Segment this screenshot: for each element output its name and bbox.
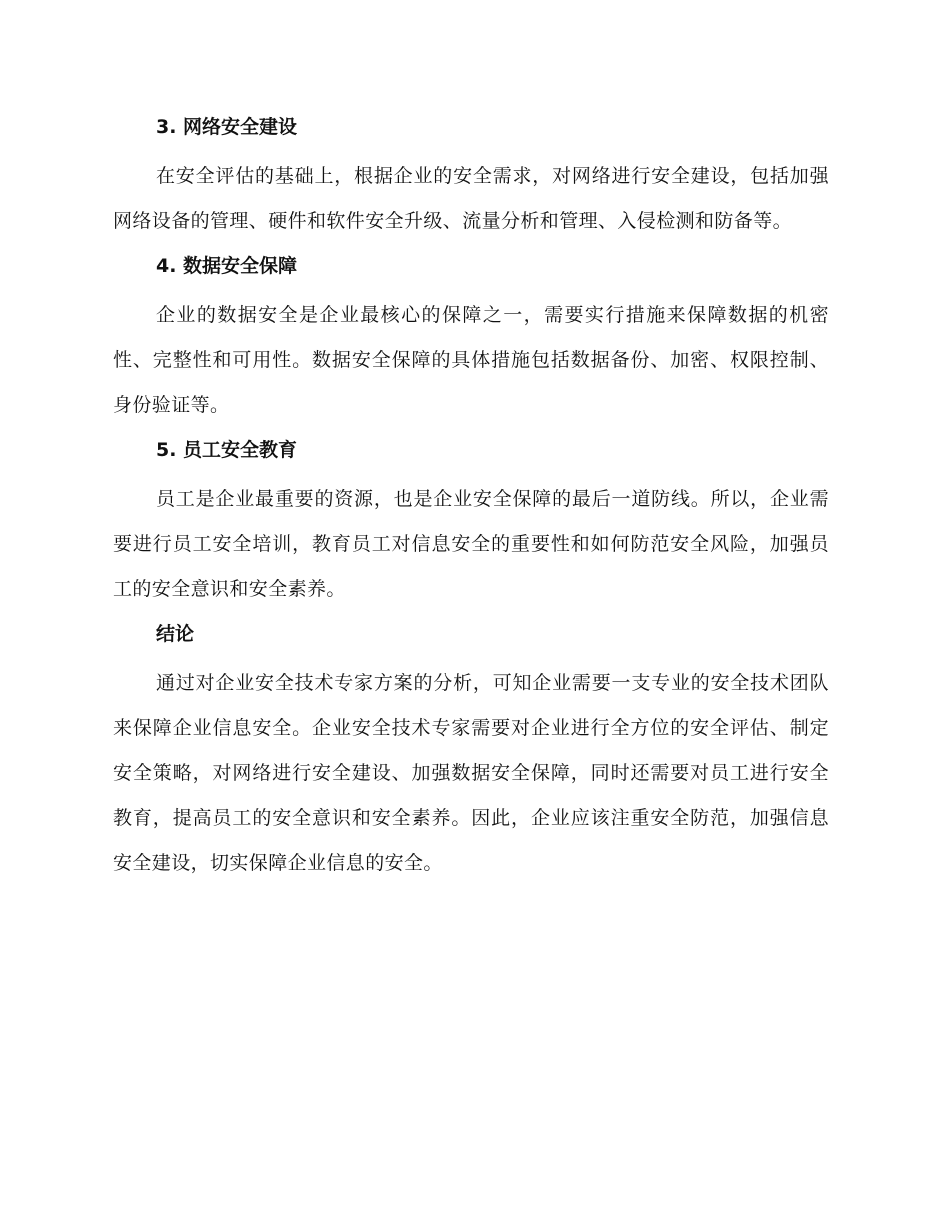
section-heading: 5. 员工安全教育 — [156, 439, 298, 461]
section-paragraph: 在安全评估的基础上，根据企业的安全需求，对网络进行安全建设，包括加强网络设备的管理、硬件和软件安全升级、流量分析和管理、入侵检测和防备等。 — [113, 165, 829, 232]
section-conclusion — [113, 619, 829, 886]
section-heading: 3. 网络安全建设 — [156, 116, 298, 138]
section-paragraph: 员工是企业最重要的资源，也是企业安全保障的最后一道防线。所以，企业需要进行员工安全培训，教育员工对信息安全的重要性和如何防范安全风险，加强员工的安全意识和安全素养。 — [113, 488, 829, 600]
section-staff-education — [113, 435, 829, 612]
conclusion-paragraph: 通过对企业安全技术专家方案的分析，可知企业需要一支专业的安全技术团队来保障企业信息安全。企业安全技术专家需要对企业进行全方位的安全评估、制定安全策略，对网络进行安全建设、加强数据安全保障，同时还需要对员工进行安全教育，提高员工的安全意识和安全素养。因此，企业应该注重安全防范，加强信息安全建设，切实保障企业信息的安全。 — [113, 672, 829, 874]
document-page — [113, 112, 829, 893]
section-data-security — [113, 251, 829, 428]
section-network-security — [113, 112, 829, 244]
section-heading: 4. 数据安全保障 — [156, 255, 298, 277]
section-paragraph: 企业的数据安全是企业最核心的保障之一，需要实行措施来保障数据的机密性、完整性和可用性。数据安全保障的具体措施包括数据备份、加密、权限控制、身份验证等。 — [113, 304, 829, 416]
conclusion-heading: 结论 — [156, 623, 195, 645]
